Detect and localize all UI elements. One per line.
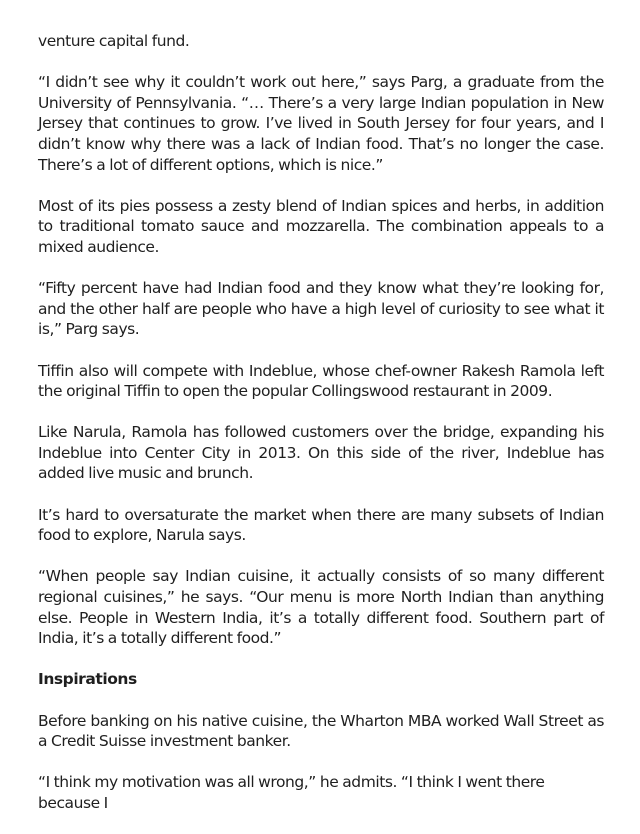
paragraph: venture capital fund. <box>38 32 190 50</box>
article-body <box>38 31 604 834</box>
section-heading: Inspirations <box>38 670 137 689</box>
paragraph: Tiffin also will compete with Indeblue, whose chef-owner Rakesh Ramola left the original Tiffin to open the popular Collingswood restaurant in 2009. <box>38 361 604 401</box>
paragraph: Like Narula, Ramola has followed customers over the bridge, expanding his Indeblue into Center City in 2013. On this side of the river, Indeblue has added live music and brunch. <box>38 423 604 483</box>
paragraph: “Fifty percent have had Indian food and they know what they’re looking for, and the other half are people who have a high level of curiosity to see what it is,” Parg says. <box>38 279 604 339</box>
paragraph: It’s hard to oversaturate the market when there are many subsets of Indian food to explore, Narula says. <box>38 505 604 545</box>
paragraph: Before banking on his native cuisine, the Wharton MBA worked Wall Street as a Credit Suisse investment banker. <box>38 711 604 751</box>
paragraph: “When people say Indian cuisine, it actually consists of so many different regional cuisines,” he says. “Our menu is more North Indian than anything else. People in Western India, it’s a totally different food. Southern part of India, it’s a totally different food.” <box>38 567 604 648</box>
paragraph: “I think my motivation was all wrong,” he admits. “I think I went there because I <box>38 773 545 812</box>
paragraph: Most of its pies possess a zesty blend of Indian spices and herbs, in addition to traditional tomato sauce and mozzarella. The combination appeals to a mixed audience. <box>38 196 604 256</box>
paragraph: “I didn’t see why it couldn’t work out here,” says Parg, a graduate from the University of Pennsylvania. “… There’s a very large Indian population in New Jersey that continues to grow. I’ve lived in South Jersey for four years, and I didn’t know why there was a lack of Indian food. That’s no longer the case. There’s a lot of different options, which is nice.” <box>38 73 604 174</box>
